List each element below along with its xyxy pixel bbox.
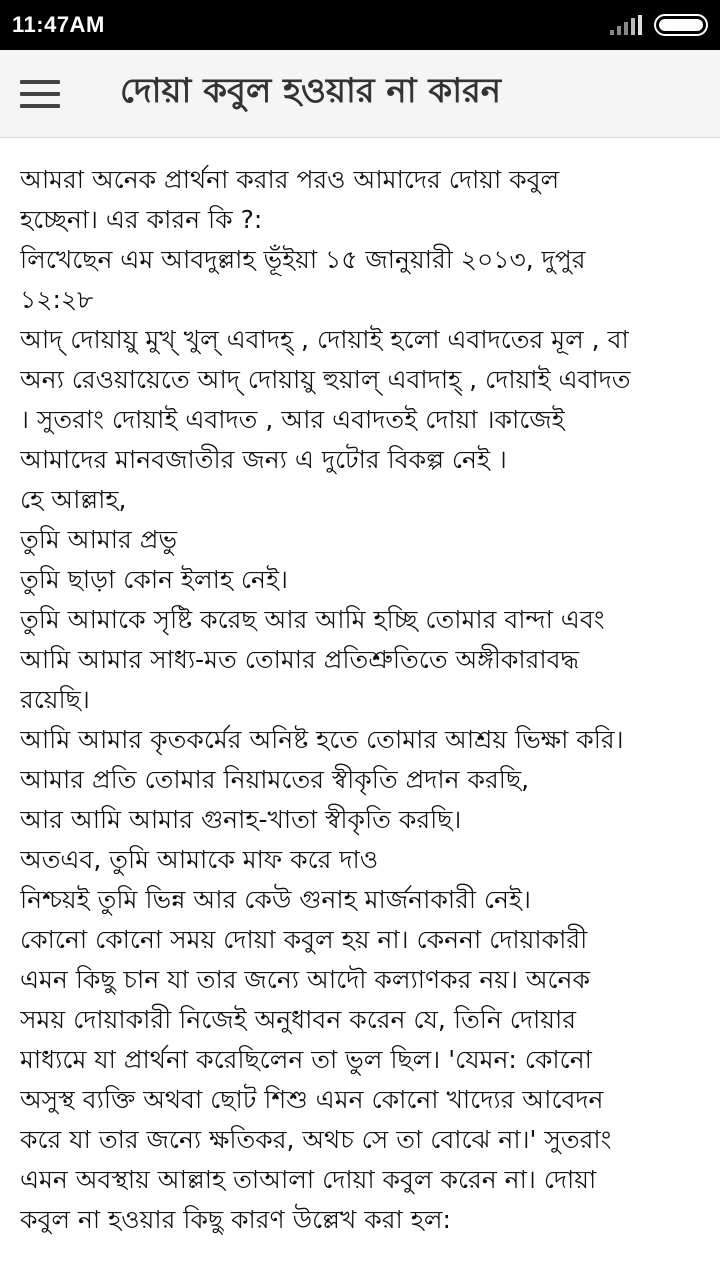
- article-line: মাধ্যমে যা প্রার্থনা করেছিলেন তা ভুল ছিল। 'যেমন: কোনো: [20, 1045, 592, 1074]
- article-line: আমরা অনেক প্রার্থনা করার পরও আমাদের দোয়া কবুল: [20, 165, 560, 194]
- article-body: [20, 160, 704, 1240]
- article-line: তুমি আমার প্রভু: [20, 525, 178, 554]
- article-line: অন্য রেওয়ায়েতে আদ্ দোয়ায়ু হুয়াল্ এবাদাহ্ , দোয়াই এবাদত: [20, 365, 631, 394]
- article-line: অসুস্থ ব্যক্তি অথবা ছোট শিশু এমন কোনো খাদ্যের আবেদন: [20, 1085, 604, 1114]
- signal-strength-icon: [610, 15, 642, 35]
- battery-level-fill: [659, 19, 703, 31]
- article-line: কোনো কোনো সময় দোয়া কবুল হয় না। কেননা দোয়াকারী: [20, 925, 588, 954]
- article-line: রয়েছি।: [20, 685, 90, 714]
- article-line: তুমি আমাকে সৃষ্টি করেছ আর আমি হচ্ছি তোমার বান্দা এবং: [20, 605, 605, 634]
- article-line: নিশ্চয়ই তুমি ভিন্ন আর কেউ গুনাহ মার্জনাকারী নেই।: [20, 885, 531, 914]
- article-line: আমাদের মানবজাতীর জন্য এ দুটোর বিকল্প নেই ।: [20, 445, 507, 474]
- app-bar: [0, 50, 720, 138]
- article-line: আমি আমার কৃতকর্মের অনিষ্ট হতে তোমার আশ্রয় ভিক্ষা করি।: [20, 725, 624, 754]
- status-icons: [610, 14, 708, 36]
- article-line: এমন অবস্থায় আল্লাহ তাআলা দোয়া কবুল করেন না। দোয়া: [20, 1165, 597, 1194]
- article-line: সময় দোয়াকারী নিজেই অনুধাবন করেন যে, তিনি দোয়ার: [20, 1005, 577, 1034]
- status-time: 11:47AM: [12, 12, 105, 37]
- article-line: আর আমি আমার গুনাহ-খাতা স্বীকৃতি করছি।: [20, 805, 462, 834]
- article-line: । সুতরাং দোয়াই এবাদত , আর এবাদতই দোয়া ।কাজেই: [20, 405, 565, 434]
- article-line: করে যা তার জন্যে ক্ষতিকর, অথচ সে তা বোঝে না।' সুতরাং: [20, 1125, 612, 1154]
- article-line: লিখেছেন এম আবদুল্লাহ ভূঁইয়া ১৫ জানুয়ারী ২০১৩, দুপুর: [20, 245, 586, 274]
- article-line: হে আল্লাহ,: [20, 485, 127, 514]
- hamburger-menu-icon[interactable]: [0, 50, 80, 138]
- page-title: দোয়া কবুল হওয়ার না কারন: [120, 71, 502, 111]
- article-line: আমার প্রতি তোমার নিয়ামতের স্বীকৃতি প্রদান করছি,: [20, 765, 530, 794]
- article-line: এমন কিছু চান যা তার জন্যে আদৌ কল্যাণকর নয়। অনেক: [20, 965, 590, 994]
- article-line: কবুল না হওয়ার কিছু কারণ উল্লেখ করা হল:: [20, 1205, 451, 1234]
- battery-icon: [654, 14, 708, 36]
- article-line: আমি আমার সাধ্য-মত তোমার প্রতিশ্রুতিতে অঙ্গীকারাবদ্ধ: [20, 645, 579, 674]
- article-line: হচ্ছেনা। এর কারন কি ?:: [20, 205, 263, 234]
- article-line: আদ্ দোয়ায়ু মুখ্ খুল্ এবাদহ্ , দোয়াই হলো এবাদতের মূল , বা: [20, 325, 629, 354]
- article-line: অতএব, তুমি আমাকে মাফ করে দাও: [20, 845, 379, 874]
- status-bar: [0, 0, 720, 50]
- article-line: তুমি ছাড়া কোন ইলাহ নেই।: [20, 565, 288, 594]
- article-line: ১২:২৮: [20, 285, 94, 314]
